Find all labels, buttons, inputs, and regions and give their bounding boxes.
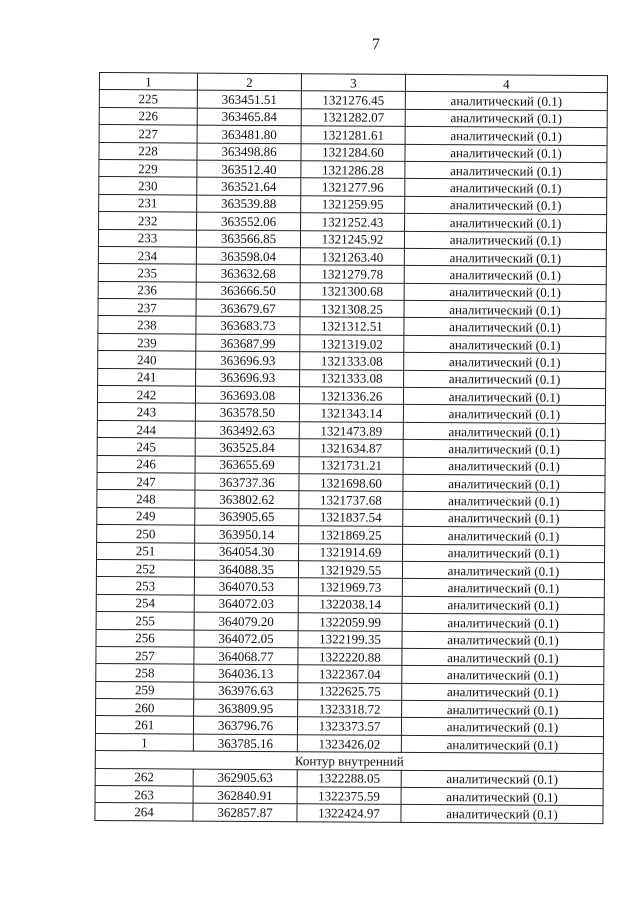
y-coordinate-cell: 1321263.40 <box>300 248 404 266</box>
x-coordinate-cell: 363905.65 <box>195 508 299 526</box>
method-cell: аналитический (0.1) <box>403 422 605 441</box>
method-cell: аналитический (0.1) <box>405 161 607 180</box>
y-coordinate-cell: 1323373.57 <box>297 717 401 735</box>
column-header: 2 <box>197 73 301 91</box>
y-coordinate-cell: 1322059.99 <box>298 613 402 631</box>
x-coordinate-cell: 363552.06 <box>197 212 301 230</box>
method-cell: аналитический (0.1) <box>402 631 604 650</box>
x-coordinate-cell: 363666.50 <box>196 282 300 300</box>
method-cell: аналитический (0.1) <box>403 509 605 528</box>
method-cell: аналитический (0.1) <box>405 127 607 146</box>
point-number-cell: 227 <box>99 125 197 143</box>
point-number-cell: 233 <box>98 229 196 247</box>
y-coordinate-cell: 1321731.21 <box>299 456 403 474</box>
y-coordinate-cell: 1321281.61 <box>301 126 405 144</box>
inner-contour-rows <box>95 768 603 823</box>
point-number-cell: 229 <box>99 159 197 177</box>
point-number-cell: 231 <box>99 194 197 212</box>
method-cell: аналитический (0.1) <box>403 457 605 476</box>
point-number-cell: 248 <box>97 490 195 508</box>
y-coordinate-cell: 1321276.45 <box>301 91 405 109</box>
point-number-cell: 243 <box>97 403 195 421</box>
x-coordinate-cell: 363598.04 <box>196 247 300 265</box>
method-cell: аналитический (0.1) <box>403 527 605 546</box>
point-number-cell: 237 <box>98 299 196 317</box>
x-coordinate-cell: 364072.05 <box>194 630 298 648</box>
x-coordinate-cell: 363737.36 <box>195 473 299 491</box>
column-header: 4 <box>405 74 607 93</box>
x-coordinate-cell: 363498.86 <box>197 143 301 161</box>
y-coordinate-cell: 1321245.92 <box>300 230 404 248</box>
y-coordinate-cell: 1321259.95 <box>301 195 405 213</box>
point-number-cell: 240 <box>98 351 196 369</box>
y-coordinate-cell: 1321308.25 <box>300 300 404 318</box>
y-coordinate-cell: 1321282.07 <box>301 109 405 127</box>
method-cell: аналитический (0.1) <box>402 666 604 685</box>
y-coordinate-cell: 1322424.97 <box>297 804 401 822</box>
point-number-cell: 249 <box>97 507 195 525</box>
point-number-cell: 260 <box>96 699 194 717</box>
y-coordinate-cell: 1321343.14 <box>299 404 403 422</box>
x-coordinate-cell: 363693.08 <box>195 386 299 404</box>
method-cell: аналитический (0.1) <box>401 735 603 754</box>
method-cell: аналитический (0.1) <box>401 787 603 806</box>
y-coordinate-cell: 1321473.89 <box>299 422 403 440</box>
y-coordinate-cell: 1321286.28 <box>301 161 405 179</box>
x-coordinate-cell: 364070.53 <box>194 577 298 595</box>
point-number-cell: 225 <box>99 90 197 108</box>
method-cell: аналитический (0.1) <box>403 474 605 493</box>
y-coordinate-cell: 1321336.26 <box>299 387 403 405</box>
method-cell: аналитический (0.1) <box>404 248 606 267</box>
y-coordinate-cell: 1321277.96 <box>301 178 405 196</box>
x-coordinate-cell: 362905.63 <box>193 769 297 787</box>
y-coordinate-cell: 1321252.43 <box>301 213 405 231</box>
method-cell: аналитический (0.1) <box>405 92 607 111</box>
point-number-cell: 230 <box>99 177 197 195</box>
point-number-cell: 258 <box>96 664 194 682</box>
point-number-cell: 241 <box>98 368 196 386</box>
method-cell: аналитический (0.1) <box>404 353 606 372</box>
y-coordinate-cell: 1322375.59 <box>297 787 401 805</box>
point-number-cell: 251 <box>97 542 195 560</box>
method-cell: аналитический (0.1) <box>404 266 606 285</box>
x-coordinate-cell: 363539.88 <box>197 195 301 213</box>
x-coordinate-cell: 363632.68 <box>196 264 300 282</box>
section-title: Контур внутренний <box>95 751 603 771</box>
column-header: 1 <box>99 73 197 91</box>
point-number-cell: 262 <box>95 768 193 786</box>
y-coordinate-cell: 1322367.04 <box>298 665 402 683</box>
y-coordinate-cell: 1321737.68 <box>299 491 403 509</box>
x-coordinate-cell: 364036.13 <box>194 664 298 682</box>
point-number-cell: 256 <box>96 629 194 647</box>
point-number-cell: 255 <box>96 612 194 630</box>
y-coordinate-cell: 1321333.08 <box>300 352 404 370</box>
x-coordinate-cell: 363802.62 <box>195 490 299 508</box>
y-coordinate-cell: 1321634.87 <box>299 439 403 457</box>
point-number-cell: 239 <box>98 333 196 351</box>
y-coordinate-cell: 1322220.88 <box>298 648 402 666</box>
method-cell: аналитический (0.1) <box>405 109 607 128</box>
x-coordinate-cell: 363950.14 <box>195 525 299 543</box>
point-number-cell: 259 <box>96 681 194 699</box>
outer-contour-rows <box>95 90 607 754</box>
point-number-cell: 253 <box>96 577 194 595</box>
point-number-cell: 1 <box>95 733 193 751</box>
method-cell: аналитический (0.1) <box>402 596 604 615</box>
point-number-cell: 236 <box>98 281 196 299</box>
x-coordinate-cell: 363687.99 <box>196 334 300 352</box>
point-number-cell: 252 <box>96 559 194 577</box>
column-header: 3 <box>301 74 405 92</box>
x-coordinate-cell: 363683.73 <box>196 317 300 335</box>
point-number-cell: 247 <box>97 472 195 490</box>
y-coordinate-cell: 1321929.55 <box>298 561 402 579</box>
method-cell: аналитический (0.1) <box>404 283 606 302</box>
x-coordinate-cell: 364079.20 <box>194 612 298 630</box>
x-coordinate-cell: 364088.35 <box>194 560 298 578</box>
point-number-cell: 242 <box>97 386 195 404</box>
point-number-cell: 235 <box>98 264 196 282</box>
point-number-cell: 244 <box>97 420 195 438</box>
method-cell: аналитический (0.1) <box>401 805 603 824</box>
y-coordinate-cell: 1321869.25 <box>299 526 403 544</box>
method-cell: аналитический (0.1) <box>402 579 604 598</box>
x-coordinate-cell: 363679.67 <box>196 299 300 317</box>
x-coordinate-cell: 363976.63 <box>194 682 298 700</box>
y-coordinate-cell: 1321914.69 <box>299 543 403 561</box>
y-coordinate-cell: 1321837.54 <box>299 508 403 526</box>
method-cell: аналитический (0.1) <box>403 492 605 511</box>
method-cell: аналитический (0.1) <box>403 544 605 563</box>
point-number-cell: 264 <box>95 803 193 821</box>
x-coordinate-cell: 363655.69 <box>195 456 299 474</box>
y-coordinate-cell: 1321698.60 <box>299 474 403 492</box>
method-cell: аналитический (0.1) <box>403 440 605 459</box>
point-number-cell: 228 <box>99 142 197 160</box>
point-number-cell: 226 <box>99 107 197 125</box>
point-number-cell: 232 <box>99 212 197 230</box>
y-coordinate-cell: 1323426.02 <box>297 735 401 753</box>
y-coordinate-cell: 1321312.51 <box>300 317 404 335</box>
y-coordinate-cell: 1321300.68 <box>300 282 404 300</box>
method-cell: аналитический (0.1) <box>402 683 604 702</box>
x-coordinate-cell: 363481.80 <box>197 125 301 143</box>
method-cell: аналитический (0.1) <box>401 718 603 737</box>
point-number-cell: 261 <box>95 716 193 734</box>
method-cell: аналитический (0.1) <box>403 405 605 424</box>
method-cell: аналитический (0.1) <box>405 196 607 215</box>
method-cell: аналитический (0.1) <box>403 387 605 406</box>
point-number-cell: 257 <box>96 646 194 664</box>
x-coordinate-cell: 363451.51 <box>197 90 301 108</box>
y-coordinate-cell: 1321279.78 <box>300 265 404 283</box>
method-cell: аналитический (0.1) <box>401 770 603 789</box>
method-cell: аналитический (0.1) <box>404 370 606 389</box>
method-cell: аналитический (0.1) <box>404 300 606 319</box>
y-coordinate-cell: 1322038.14 <box>298 595 402 613</box>
y-coordinate-cell: 1321284.60 <box>301 143 405 161</box>
point-number-cell: 254 <box>96 594 194 612</box>
x-coordinate-cell: 364054.30 <box>195 543 299 561</box>
x-coordinate-cell: 363465.84 <box>197 108 301 126</box>
x-coordinate-cell: 363696.93 <box>196 351 300 369</box>
x-coordinate-cell: 363785.16 <box>193 734 297 752</box>
method-cell: аналитический (0.1) <box>402 561 604 580</box>
x-coordinate-cell: 363525.84 <box>195 438 299 456</box>
x-coordinate-cell: 364072.03 <box>194 595 298 613</box>
y-coordinate-cell: 1322625.75 <box>298 682 402 700</box>
method-cell: аналитический (0.1) <box>404 318 606 337</box>
y-coordinate-cell: 1322288.05 <box>297 769 401 787</box>
x-coordinate-cell: 363578.50 <box>195 404 299 422</box>
x-coordinate-cell: 362840.91 <box>193 786 297 804</box>
point-number-cell: 245 <box>97 438 195 456</box>
method-cell: аналитический (0.1) <box>402 648 604 667</box>
table-row <box>95 803 603 823</box>
x-coordinate-cell: 364068.77 <box>194 647 298 665</box>
method-cell: аналитический (0.1) <box>404 335 606 354</box>
x-coordinate-cell: 362857.87 <box>193 803 297 821</box>
point-number-cell: 238 <box>98 316 196 334</box>
y-coordinate-cell: 1321319.02 <box>300 335 404 353</box>
y-coordinate-cell: 1321969.73 <box>298 578 402 596</box>
point-number-cell: 263 <box>95 786 193 804</box>
method-cell: аналитический (0.1) <box>402 613 604 632</box>
x-coordinate-cell: 363492.63 <box>195 421 299 439</box>
point-number-cell: 246 <box>97 455 195 473</box>
method-cell: аналитический (0.1) <box>405 179 607 198</box>
y-coordinate-cell: 1323318.72 <box>298 700 402 718</box>
method-cell: аналитический (0.1) <box>402 700 604 719</box>
page-number: 7 <box>372 36 380 53</box>
point-number-cell: 250 <box>97 525 195 543</box>
point-number-cell: 234 <box>98 246 196 264</box>
y-coordinate-cell: 1322199.35 <box>298 630 402 648</box>
x-coordinate-cell: 363796.76 <box>193 717 297 735</box>
method-cell: аналитический (0.1) <box>404 231 606 250</box>
method-cell: аналитический (0.1) <box>405 213 607 232</box>
x-coordinate-cell: 363512.40 <box>197 160 301 178</box>
x-coordinate-cell: 363696.93 <box>196 369 300 387</box>
y-coordinate-cell: 1321333.08 <box>300 369 404 387</box>
x-coordinate-cell: 363566.85 <box>196 230 300 248</box>
coordinates-table <box>94 72 608 824</box>
method-cell: аналитический (0.1) <box>405 144 607 163</box>
x-coordinate-cell: 363809.95 <box>194 699 298 717</box>
x-coordinate-cell: 363521.64 <box>197 177 301 195</box>
